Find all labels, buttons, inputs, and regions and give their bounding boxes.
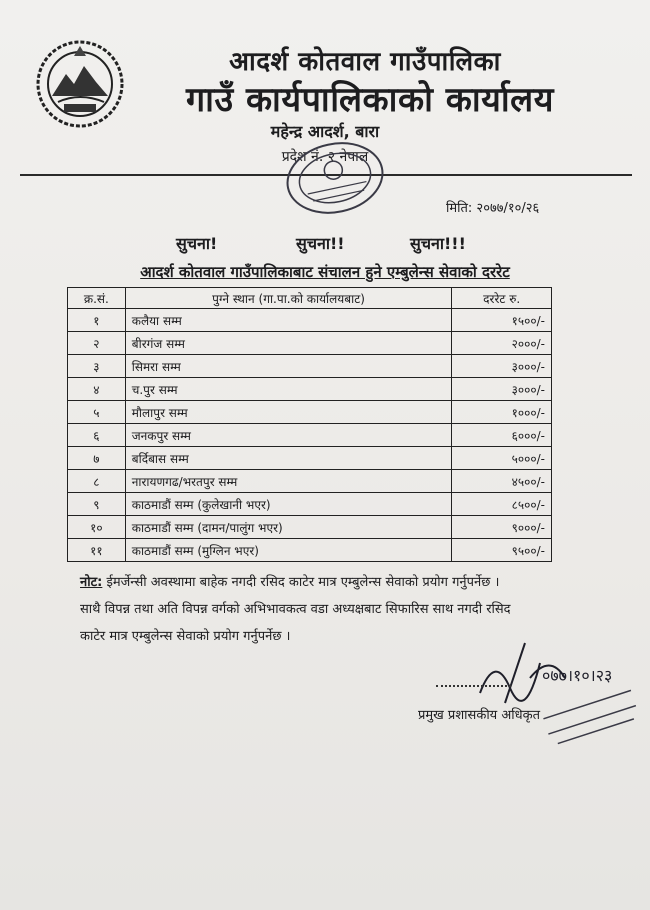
- row-destination: च.पुर सम्म: [125, 378, 452, 401]
- row-destination: काठमाडौं सम्म (कुलेखानी भएर): [125, 493, 452, 516]
- table-row: [68, 378, 552, 401]
- row-destination: कलैया सम्म: [125, 309, 452, 332]
- note-line-1: ईमर्जेन्सी अवस्थामा बाहेक नगदी रसिद काटेर मात्र एम्बुलेन्स सेवाको प्रयोग गर्नुपर्नेछ ।: [102, 575, 500, 590]
- row-rate: ३०००/-: [452, 378, 552, 401]
- office-stamp: [275, 130, 395, 225]
- issue-date: मिति: २०७७/१०/२६: [446, 201, 540, 216]
- row-serial: ५: [68, 401, 126, 424]
- row-serial: ६: [68, 424, 126, 447]
- row-serial: ८: [68, 470, 126, 493]
- table-row: [68, 309, 552, 332]
- row-serial: २: [68, 332, 126, 355]
- row-rate: ९५००/-: [452, 539, 552, 562]
- notice-heading-3: सुचना!!!: [410, 234, 466, 253]
- row-destination: मौलापुर सम्म: [125, 401, 452, 424]
- row-rate: १५००/-: [452, 309, 552, 332]
- province-line: प्रदेश नं. २ नेपाल: [281, 149, 369, 165]
- ambulance-rate-table: [67, 287, 552, 562]
- office-name: गाउँ कार्यपालिकाको कार्यालय: [186, 80, 554, 120]
- row-destination: सिमरा सम्म: [125, 355, 452, 378]
- table-row: [68, 424, 552, 447]
- row-rate: ५०००/-: [452, 447, 552, 470]
- row-serial: ९: [68, 493, 126, 516]
- row-rate: ३०००/-: [452, 355, 552, 378]
- table-row: [68, 332, 552, 355]
- municipality-name: आदर्श कोतवाल गाउँपालिका: [229, 47, 501, 77]
- nepal-emblem-logo: [34, 38, 126, 130]
- row-destination: काठमाडौं सम्म (मुग्लिन भएर): [125, 539, 452, 562]
- row-serial: ३: [68, 355, 126, 378]
- table-row: [68, 470, 552, 493]
- row-rate: ४५००/-: [452, 470, 552, 493]
- row-serial: ११: [68, 539, 126, 562]
- row-destination: नारायणगढ/भरतपुर सम्म: [125, 470, 452, 493]
- table-row: [68, 447, 552, 470]
- note-line-2: साथै विपन्न तथा अति विपन्न वर्गको अभिभावकत्व वडा अध्यक्षबाट सिफारिस साथ नगदी रसिद: [80, 602, 511, 617]
- signature-line: [436, 685, 511, 687]
- header-serial: क्र.सं.: [68, 288, 126, 309]
- row-serial: ४: [68, 378, 126, 401]
- signatory-title: प्रमुख प्रशासकीय अधिकृत: [418, 708, 541, 723]
- office-address: महेन्द्र आदर्श, बारा: [270, 122, 380, 141]
- row-rate: ९०००/-: [452, 516, 552, 539]
- notice-heading-2: सुचना!!: [296, 234, 345, 253]
- document-title: आदर्श कोतवाल गाउँपालिकाबाट संचालन हुने एम्बुलेन्स सेवाको दररेट: [140, 263, 510, 281]
- table-row: [68, 516, 552, 539]
- row-serial: १: [68, 309, 126, 332]
- table-header-row: [68, 288, 552, 309]
- row-rate: १०००/-: [452, 401, 552, 424]
- row-rate: ६०००/-: [452, 424, 552, 447]
- row-destination: बर्दिबास सम्म: [125, 447, 452, 470]
- table-row: [68, 493, 552, 516]
- note-label: नोट:: [80, 575, 103, 590]
- note-line-3: काटेर मात्र एम्बुलेन्स सेवाको प्रयोग गर्नुपर्नेछ ।: [80, 629, 291, 644]
- signature-date: ०७७।१०।२३: [542, 666, 613, 685]
- table-row: [68, 401, 552, 424]
- row-rate: २०००/-: [452, 332, 552, 355]
- row-serial: १०: [68, 516, 126, 539]
- table-row: [68, 355, 552, 378]
- row-serial: ७: [68, 447, 126, 470]
- row-destination: बीरगंज सम्म: [125, 332, 452, 355]
- row-destination: जनकपुर सम्म: [125, 424, 452, 447]
- table-row: [68, 539, 552, 562]
- officer-name-stamp: [535, 670, 645, 750]
- header-destination: पुग्ने स्थान (गा.पा.को कार्यालयबाट): [125, 288, 452, 309]
- row-destination: काठमाडौं सम्म (दामन/पालुंग भएर): [125, 516, 452, 539]
- notice-heading-1: सुचना!: [176, 234, 218, 253]
- row-rate: ८५००/-: [452, 493, 552, 516]
- header-rate: दररेट रु.: [452, 288, 552, 309]
